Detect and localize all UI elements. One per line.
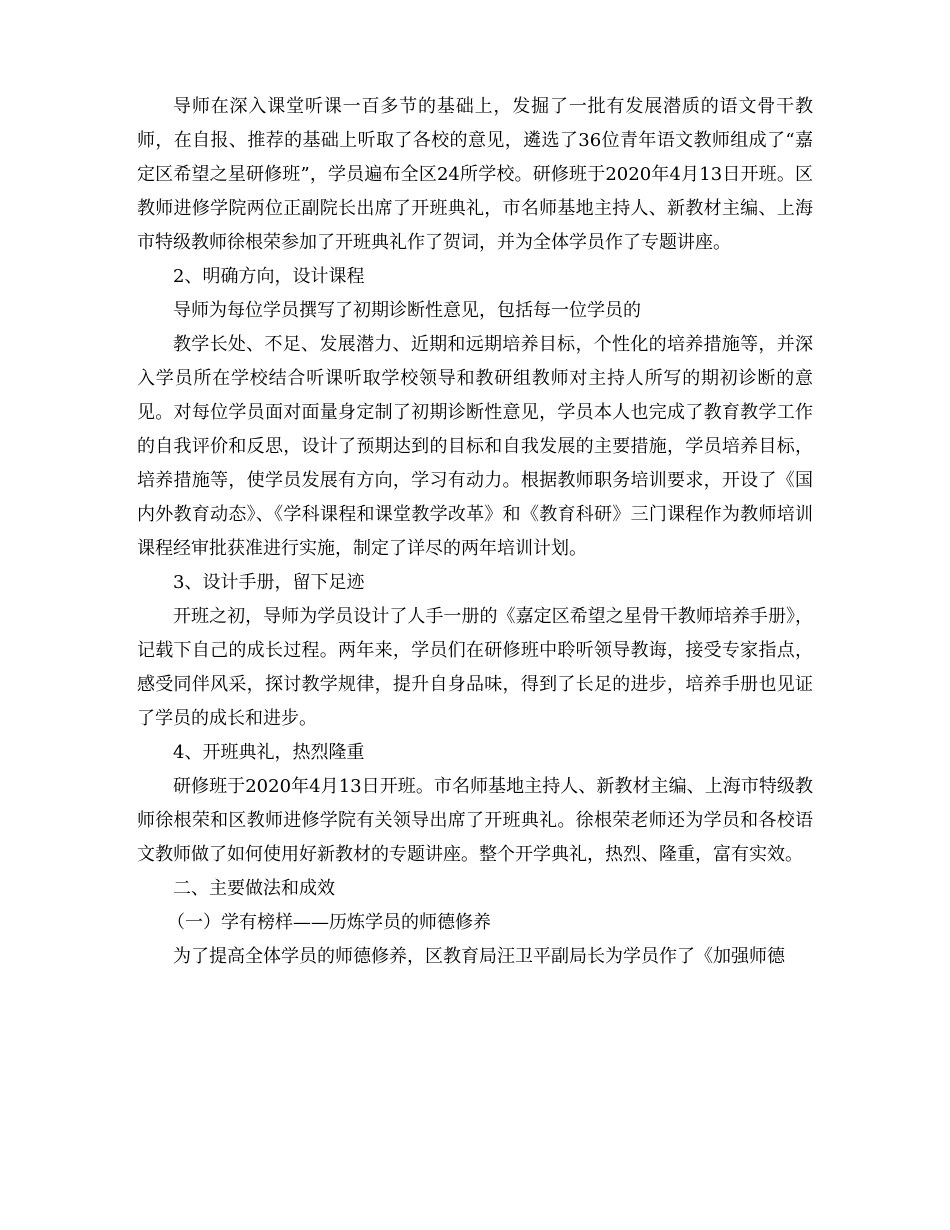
- paragraph-intro: 导师在深入课堂听课一百多节的基础上，发掘了一批有发展潜质的语文骨干教师，在自报、推荐的基础上听取了各校的意见，遴选了36位青年语文教师组成了“嘉定区希望之星研修班”，学员遍布全区24所学校。研修班于2020年4月13日开班。区教师进修学院两位正副院长出席了开班典礼，市名师基地主持人、新教材主编、上海市特级教师徐根荣参加了开班典礼作了贺词，并为全体学员作了专题讲座。: [137, 96, 813, 253]
- section-heading-2: 2、明确方向，设计课程: [173, 266, 365, 287]
- paragraph-ethics: 为了提高全体学员的师德修养，区教育局汪卫平副局长为学员作了《加强师德: [173, 946, 785, 967]
- section-heading-main-practices: 二、主要做法和成效: [173, 878, 335, 899]
- paragraph-handbook: 开班之初，导师为学员设计了人手一册的《嘉定区希望之星骨干教师培养手册》，记载下自己的成长过程。两年来，学员们在研修班中聆听领导教诲，接受专家指点，感受同伴风采，探讨教学规律，提升自身品味，得到了长足的进步，培养手册也见证了学员的成长和进步。: [137, 606, 813, 729]
- section-heading-4: 4、开班典礼，热烈隆重: [173, 742, 365, 763]
- paragraph-diagnosis-body: 教学长处、不足、发展潜力、近期和远期培养目标，个性化的培养措施等，并深入学员所在学校结合听课听取学校领导和教研组教师对主持人所写的期初诊断的意见。对每位学员面对面量身定制了初期诊断性意见，学员本人也完成了教育教学工作的自我评价和反思，设计了预期达到的目标和自我发展的主要措施，学员培养目标，培养措施等，使学员发展有方向，学习有动力。根据教师职务培训要求，开设了《国内外教育动态》、《学科课程和课堂教学改革》和《教育科研》三门课程作为教师培训课程经审批获准进行实施，制定了详尽的两年培训计划。: [137, 334, 813, 559]
- document-page: [137, 90, 813, 974]
- subsection-heading-1: （一）学有榜样——历炼学员的师德修养: [167, 912, 491, 933]
- paragraph-diagnosis-lead: 导师为每位学员撰写了初期诊断性意见，包括每一位学员的: [173, 300, 641, 321]
- paragraph-opening-ceremony: 研修班于2020年4月13日开班。市名师基地主持人、新教材主编、上海市特级教师徐根荣和区教师进修学院有关领导出席了开班典礼。徐根荣老师还为学员和各校语文教师做了如何使用好新教材的专题讲座。整个开学典礼，热烈、隆重，富有实效。: [137, 776, 813, 865]
- section-heading-3: 3、设计手册，留下足迹: [173, 572, 365, 593]
